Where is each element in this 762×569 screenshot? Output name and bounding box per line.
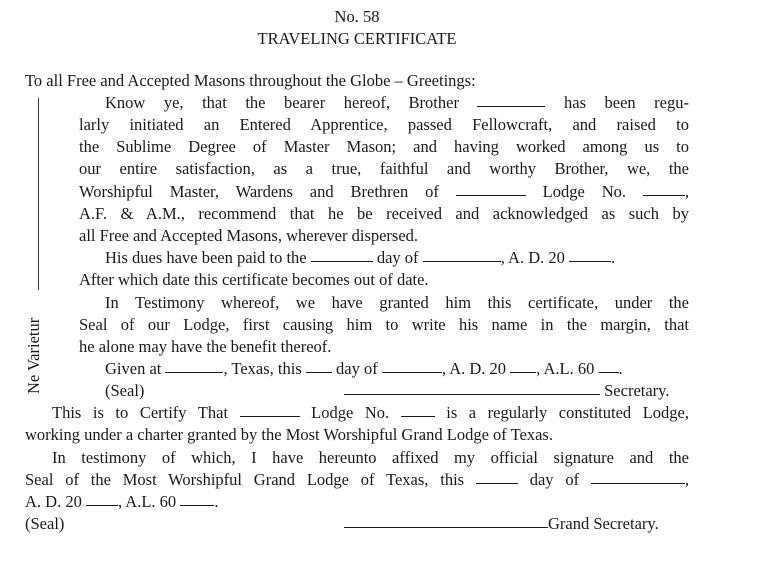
margin-signature-line[interactable] bbox=[38, 98, 39, 290]
margin-label: Ne Varietur bbox=[24, 317, 43, 394]
p1-line-7: all Free and Accepted Masons, wherever dispersed. bbox=[79, 226, 419, 245]
given-month-blank[interactable] bbox=[382, 371, 442, 373]
secretary-signature-line: Secretary. bbox=[344, 380, 669, 402]
secretary-signature-blank[interactable] bbox=[344, 393, 600, 395]
grand-secretary-signature-line: Grand Secretary. bbox=[344, 513, 659, 535]
grand-al-year-blank[interactable] bbox=[180, 504, 214, 506]
expiry-line: After which date this certificate becomes out of date. bbox=[79, 270, 429, 289]
grand-lodge-seal-label: (Seal) bbox=[25, 514, 65, 533]
lodge-seal-label: (Seal) bbox=[105, 381, 145, 400]
p1-line-4: our entire satisfaction, as a true, faithful and worthy Brother, we, the bbox=[79, 159, 689, 178]
certificate-number: No. 58 bbox=[334, 7, 380, 26]
p1-line-2: larly initiated an Entered Apprentice, passed Fellowcraft, and raised to bbox=[79, 115, 689, 134]
salutation: To all Free and Accepted Masons throughout the Globe – Greetings: bbox=[25, 71, 476, 90]
dues-line: His dues have been paid to the day of , A. D. 20 . bbox=[105, 248, 616, 267]
given-al-year-blank[interactable] bbox=[599, 371, 619, 373]
brother-name-blank[interactable] bbox=[477, 105, 545, 107]
given-day-blank[interactable] bbox=[306, 371, 332, 373]
dues-day-blank[interactable] bbox=[311, 260, 373, 262]
p3-line-1: In Testimony whereof, we have granted him this certificate, under the bbox=[105, 293, 689, 312]
p1-line-6: A.F. & A.M., recommend that he be received and acknowledged as such by bbox=[79, 204, 689, 223]
dues-year-blank[interactable] bbox=[569, 260, 611, 262]
grand-ad-year-blank[interactable] bbox=[86, 504, 118, 506]
lodge-name-blank[interactable] bbox=[456, 194, 526, 196]
lodge-number-blank[interactable] bbox=[643, 194, 685, 196]
grand-month-blank[interactable] bbox=[591, 482, 685, 484]
given-at-line: Given at , Texas, this day of , A. D. 20 , A.L. 60 . bbox=[105, 359, 623, 378]
certify-line-2: working under a charter granted by the Most Worshipful Grand Lodge of Texas. bbox=[25, 425, 553, 444]
testimony-line-2: Seal of the Most Worshipful Grand Lodge of Texas, this day of , bbox=[25, 470, 690, 489]
grand-day-blank[interactable] bbox=[476, 482, 518, 484]
testimony-line-3: A. D. 20 , A.L. 60 . bbox=[25, 492, 219, 511]
p3-line-2: Seal of our Lodge, first causing him to write his name in the margin, that bbox=[79, 315, 689, 334]
certify-line-1: This is to Certify That Lodge No. is a regularly constituted Lodge, bbox=[52, 403, 689, 422]
p1-line-3: the Sublime Degree of Master Mason; and having worked among us to bbox=[79, 137, 689, 156]
p1-line-1: Know ye, that the bearer hereof, Brother has been regu- bbox=[105, 93, 689, 112]
p3-line-3: he alone may have the benefit thereof. bbox=[79, 337, 332, 356]
given-ad-year-blank[interactable] bbox=[510, 371, 536, 373]
given-city-blank[interactable] bbox=[165, 371, 223, 373]
certify-lodge-name-blank[interactable] bbox=[240, 415, 300, 417]
dues-month-blank[interactable] bbox=[423, 260, 501, 262]
p1-line-5: Worshipful Master, Wardens and Brethren of Lodge No. , bbox=[79, 182, 690, 201]
certify-lodge-number-blank[interactable] bbox=[401, 415, 435, 417]
grand-secretary-signature-blank[interactable] bbox=[344, 526, 548, 528]
certificate-title: TRAVELING CERTIFICATE bbox=[257, 29, 457, 48]
testimony-line-1: In testimony of which, I have hereunto affixed my official signature and the bbox=[52, 448, 689, 467]
